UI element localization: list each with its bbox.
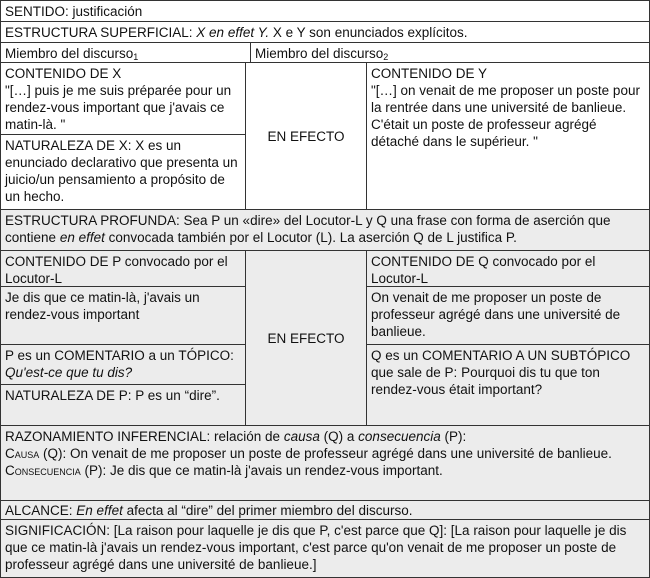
razonamiento-row	[0, 425, 650, 501]
comentario-p-italic: Qu'est-ce que tu dis?	[5, 365, 133, 380]
contenido-p-text: Je dis que ce matin-là, j'avais un rendez-vous important	[5, 290, 200, 322]
estructura-superficial-rest: X e Y son enunciados explícitos.	[272, 25, 468, 40]
contenido-y-cell	[366, 62, 650, 210]
comentario-q-text: Q es un COMENTARIO A UN SUBTÓPICO que sale de P: Pourquoi dis tu que ton rendez-vous était important?	[371, 348, 631, 397]
naturaleza-p-cell	[0, 384, 246, 426]
miembro-1-header: Miembro del discurso$_1$	[0, 42, 251, 63]
contenido-x-quote: "[…] puis je me suis préparée pour un rendez-vous important que j'avais ce matin-là. "	[5, 83, 232, 132]
contenido-p-title-cell	[0, 250, 246, 287]
estructura-profunda-b: convocada también por el Locutor (L). La aserción Q de L justifica P.	[108, 230, 517, 245]
comentario-q-cell	[366, 344, 650, 426]
contenido-y-quote: "[…] on venait de me proposer un poste pour la rentrée dans une université de banlieue. C'était un poste de professeur agrégé détaché dans le supérieur. "	[371, 83, 640, 149]
estructura-superficial-row	[0, 21, 650, 43]
alcance-label: ALCANCE:	[5, 503, 73, 518]
estructura-profunda-row	[0, 209, 650, 251]
razonamiento-header: RAZONAMIENTO INFERENCIAL: relación de causa (Q) a consecuencia (P):	[5, 429, 467, 444]
comentario-p-cell	[0, 344, 246, 385]
alcance-rest: afecta al “dire” del primer miembro del discurso.	[126, 503, 413, 518]
contenido-x-cell	[0, 62, 246, 135]
en-efecto-cell-2	[245, 250, 367, 426]
sentido-text: SENTIDO: justificación	[5, 4, 143, 19]
miembro-2-header: Miembro del discurso$_2$	[250, 42, 650, 63]
naturaleza-p-text: NATURALEZA DE P: P es un “dire”.	[5, 388, 220, 403]
alcance-row	[0, 500, 650, 520]
contenido-y-title: CONTENIDO DE Y	[371, 66, 488, 81]
contenido-q-title: CONTENIDO DE Q convocado por el Locutor-L	[371, 254, 596, 286]
en-efecto-cell-1	[245, 62, 367, 210]
contenido-q-text: On venait de me proposer un poste de professeur agrégé dans une université de banlieue.	[371, 290, 621, 339]
naturaleza-x-text: NATURALEZA DE X: X es un enunciado declarativo que presenta un juicio/un pensamiento a propósito de un hecho.	[5, 138, 238, 204]
contenido-q-text-cell	[366, 286, 650, 345]
en-efecto-text-2: EN EFECTO	[267, 330, 345, 346]
razonamiento-causa: Causa (Q): On venait de me proposer un poste de professeur agrégé dans une université de banlieue.	[5, 446, 612, 461]
contenido-x-title: CONTENIDO DE X	[5, 66, 122, 81]
estructura-superficial-label: ESTRUCTURA SUPERFICIAL:	[5, 25, 193, 40]
estructura-profunda-a: ESTRUCTURA PROFUNDA: Sea P un «dire» del Locutor-L y Q una frase con forma de aserción que contiene	[5, 213, 611, 245]
contenido-p-text-cell	[0, 286, 246, 345]
contenido-q-title-cell	[366, 250, 650, 287]
estructura-profunda-italic: en effet	[59, 230, 105, 245]
significacion-row	[0, 519, 650, 578]
contenido-p-title: CONTENIDO DE P convocado por el Locutor-L	[5, 254, 228, 286]
estructura-superficial-formula: X en effet Y.	[196, 25, 270, 40]
sentido-row	[0, 0, 650, 22]
significacion-text: SIGNIFICACIÓN: [La raison pour laquelle je dis que P, c'est parce que Q]: [La raison pour laquelle je dis que ce matin-là j'avais un rendez-vous important, c'est parce qu'on venait de me proposer un poste de professeur agrégé dans une université de banlieue.]	[5, 523, 627, 572]
alcance-italic: En effet	[76, 503, 123, 518]
en-efecto-text-1: EN EFECTO	[267, 128, 345, 144]
naturaleza-x-cell	[0, 134, 246, 210]
razonamiento-consecuencia: Consecuencia (P): Je dis que ce matin-là j'avais un rendez-vous important.	[5, 463, 443, 478]
comentario-p-text: P es un COMENTARIO a un TÓPICO:	[5, 348, 234, 363]
